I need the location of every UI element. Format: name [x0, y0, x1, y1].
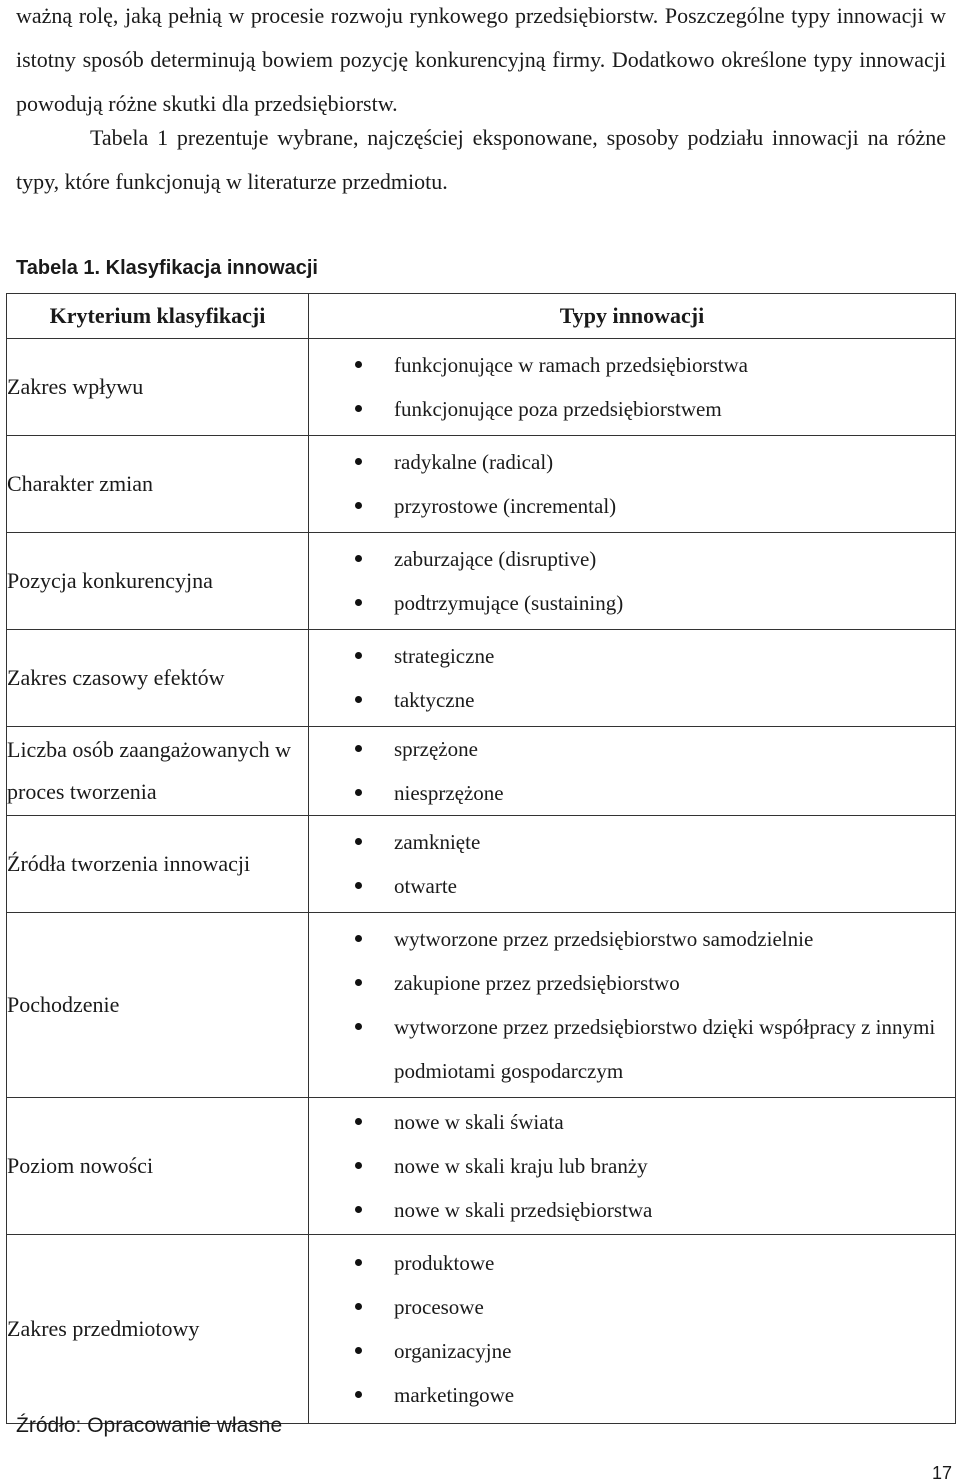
type-list-item: zamknięte — [309, 820, 955, 864]
type-list-item: podtrzymujące (sustaining) — [309, 581, 955, 625]
table-row — [7, 339, 956, 436]
types-list — [309, 537, 955, 625]
type-list-item: otwarte — [309, 864, 955, 908]
types-list — [309, 634, 955, 722]
type-list-item: marketingowe — [309, 1373, 955, 1417]
column-header-criterion: Kryterium klasyfikacji — [7, 294, 309, 339]
criterion-cell: Poziom nowości — [7, 1098, 309, 1235]
types-cell — [309, 436, 956, 533]
types-list — [309, 1100, 955, 1232]
criterion-cell: Pochodzenie — [7, 913, 309, 1098]
table-row — [7, 1235, 956, 1424]
type-list-item: procesowe — [309, 1285, 955, 1329]
types-list — [309, 440, 955, 528]
criterion-cell: Źródła tworzenia innowacji — [7, 816, 309, 913]
types-list — [309, 727, 955, 815]
type-list-item: funkcjonujące poza przedsiębiorstwem — [309, 387, 955, 431]
criterion-cell: Zakres wpływu — [7, 339, 309, 436]
type-list-item: wytworzone przez przedsiębiorstwo samodzielnie — [309, 917, 955, 961]
table-row — [7, 1098, 956, 1235]
type-list-item: zaburzające (disruptive) — [309, 537, 955, 581]
type-list-item: nowe w skali przedsiębiorstwa — [309, 1188, 955, 1232]
type-list-item: niesprzężone — [309, 771, 955, 815]
types-cell — [309, 339, 956, 436]
types-cell — [309, 1098, 956, 1235]
type-list-item: taktyczne — [309, 678, 955, 722]
types-list — [309, 917, 955, 1093]
types-list — [309, 1241, 955, 1417]
type-list-item: przyrostowe (incremental) — [309, 484, 955, 528]
type-list-item: nowe w skali kraju lub branży — [309, 1144, 955, 1188]
table-header-row — [7, 294, 956, 339]
types-cell — [309, 1235, 956, 1424]
type-list-item: organizacyjne — [309, 1329, 955, 1373]
source-note: Źródło: Opracowanie własne — [16, 1414, 283, 1437]
table-row — [7, 816, 956, 913]
criterion-cell: Pozycja konkurencyjna — [7, 533, 309, 630]
types-cell — [309, 533, 956, 630]
table-row — [7, 533, 956, 630]
types-list — [309, 820, 955, 908]
page-number: 17 — [931, 1463, 952, 1483]
table-row — [7, 630, 956, 727]
type-list-item: strategiczne — [309, 634, 955, 678]
types-cell — [309, 727, 956, 816]
criterion-cell: Zakres przedmiotowy — [7, 1235, 309, 1424]
type-list-item: radykalne (radical) — [309, 440, 955, 484]
type-list-item: nowe w skali świata — [309, 1100, 955, 1144]
type-list-item: produktowe — [309, 1241, 955, 1285]
classification-table — [6, 293, 956, 1424]
column-header-types: Typy innowacji — [309, 294, 956, 339]
table-body — [7, 339, 956, 1424]
table-caption: Tabela 1. Klasyfikacja innowacji — [16, 257, 318, 279]
types-cell — [309, 816, 956, 913]
table-row — [7, 436, 956, 533]
type-list-item: sprzężone — [309, 727, 955, 771]
table-row — [7, 913, 956, 1098]
types-list — [309, 343, 955, 431]
criterion-cell: Liczba osób zaangażowanych w proces tworzenia — [7, 727, 309, 816]
type-list-item: funkcjonujące w ramach przedsiębiorstwa — [309, 343, 955, 387]
types-cell — [309, 913, 956, 1098]
table-row — [7, 727, 956, 816]
intro-paragraph-1: ważną rolę, jaką pełnią w procesie rozwoju rynkowego przedsiębiorstw. Poszczególne typy innowacji w istotny sposób determinują bowiem pozycję konkurencyjną firmy. Dodatkowo określone typy innowacji powodują różne skutki dla przedsiębiorstw. — [16, 3, 946, 116]
criterion-cell: Charakter zmian — [7, 436, 309, 533]
criterion-cell: Zakres czasowy efektów — [7, 630, 309, 727]
type-list-item: wytworzone przez przedsiębiorstwo dzięki współpracy z innymi podmiotami gospodarczym — [309, 1005, 955, 1093]
type-list-item: zakupione przez przedsiębiorstwo — [309, 961, 955, 1005]
types-cell — [309, 630, 956, 727]
intro-paragraph-2: Tabela 1 prezentuje wybrane, najczęściej eksponowane, sposoby podziału innowacji na różne typy, które funkcjonują w literaturze przedmiotu. — [16, 125, 946, 194]
